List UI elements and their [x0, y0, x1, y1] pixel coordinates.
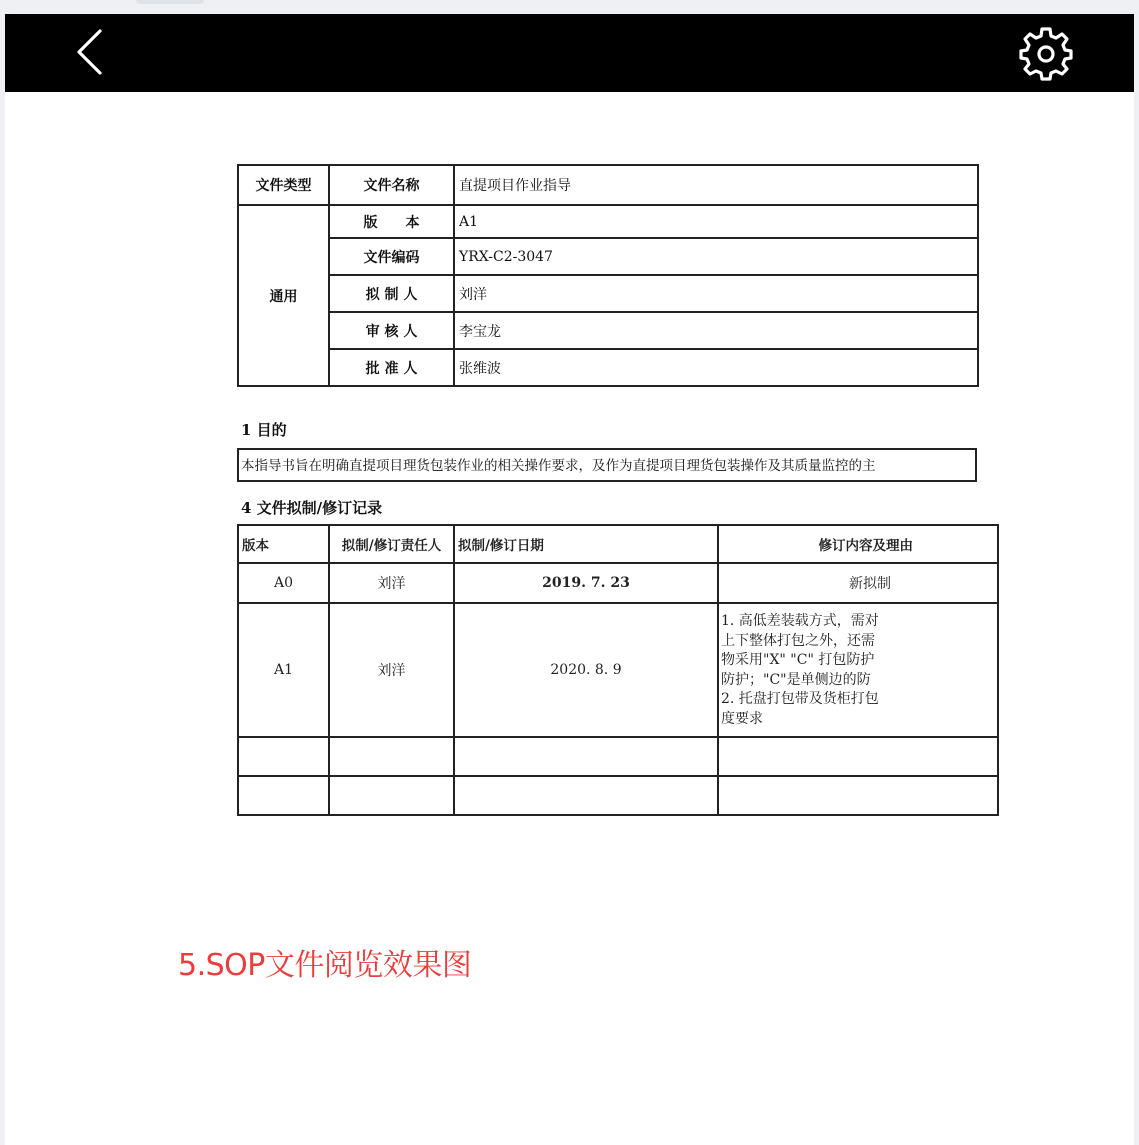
gear-icon	[1017, 26, 1075, 82]
file-code-value: YRX-C2-3047	[454, 238, 978, 275]
revision-header-content: 修订内容及理由	[718, 525, 998, 563]
revision-note-line: 度要求	[721, 710, 763, 727]
revision-table	[237, 524, 999, 816]
revision-row-0-person: 刘洋	[329, 563, 454, 603]
section-purpose-heading: 1 目的	[241, 421, 287, 439]
top-bar	[5, 14, 1134, 92]
revision-row-1-date: 2020. 8. 9	[454, 603, 718, 737]
settings-button[interactable]	[1017, 26, 1075, 82]
version-value: A1	[454, 205, 978, 238]
version-label: 版 本	[329, 205, 454, 238]
reviewer-label: 审 核 人	[329, 312, 454, 349]
reviewer-value: 李宝龙	[454, 312, 978, 349]
browser-tab-stub	[136, 0, 204, 4]
approver-label: 批 准 人	[329, 349, 454, 386]
revision-header-date: 拟制/修订日期	[454, 525, 718, 563]
section-revision-heading: 4 文件拟制/修订记录	[241, 499, 383, 517]
revision-row-1-content	[718, 603, 998, 737]
revision-empty-row	[238, 737, 998, 776]
drafter-label: 拟 制 人	[329, 275, 454, 312]
purpose-text: 本指导书旨在明确直提项目理货包装作业的相关操作要求，及作为直提项目理货包装操作及其质量监控的主	[237, 448, 977, 482]
preview-caption: 5.SOP文件阅览效果图	[178, 948, 472, 983]
revision-row-0-date: 2019. 7. 23	[454, 563, 718, 603]
revision-row-1-person: 刘洋	[329, 603, 454, 737]
chevron-left-icon	[67, 26, 117, 80]
approver-value: 张维波	[454, 349, 978, 386]
revision-note-line: 1. 高低差装载方式，需对	[721, 613, 879, 629]
drafter-value: 刘洋	[454, 275, 978, 312]
revision-empty-row	[238, 776, 998, 815]
revision-note-line: 物采用"X" "C" 打包防护	[721, 652, 875, 668]
revision-row-0-version: A0	[238, 563, 329, 603]
document-preview[interactable]	[237, 164, 913, 804]
file-code-label: 文件编码	[329, 238, 454, 275]
file-name-label: 文件名称	[329, 165, 454, 205]
revision-note-line: 2. 托盘打包带及货柜打包	[721, 691, 879, 707]
back-button[interactable]	[67, 26, 117, 80]
revision-header-version: 版本	[238, 525, 329, 563]
file-type-label: 文件类型	[238, 165, 329, 205]
file-category: 通用	[238, 205, 329, 386]
revision-note-line: 防护；"C"是单侧边的防	[721, 671, 871, 688]
revision-row-0-content: 新拟制	[718, 563, 998, 603]
revision-row-1-version: A1	[238, 603, 329, 737]
app-frame	[5, 14, 1134, 1145]
revision-note-line: 上下整体打包之外，还需	[721, 632, 875, 649]
document-info-table	[237, 164, 979, 387]
file-name-value: 直提项目作业指导	[454, 165, 978, 205]
revision-header-person: 拟制/修订责任人	[329, 525, 454, 563]
